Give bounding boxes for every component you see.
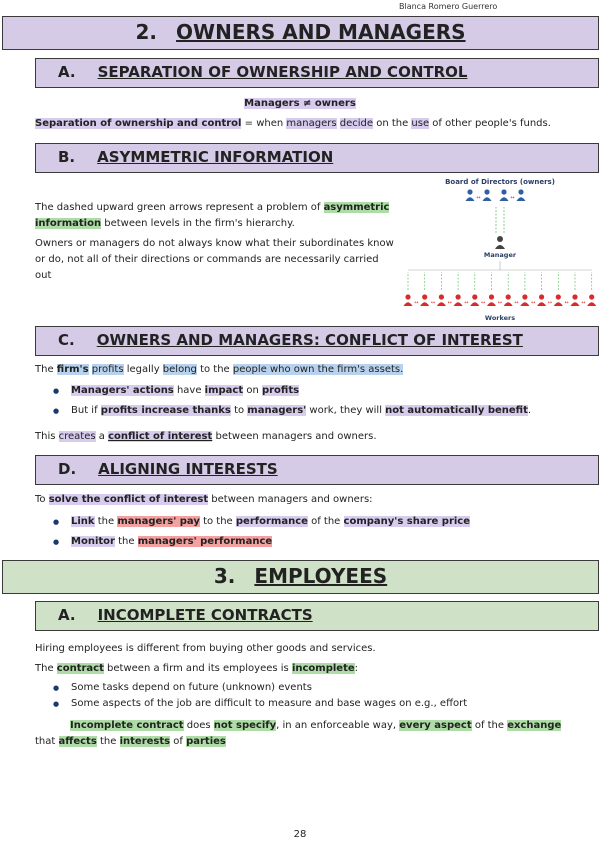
double-arrow-icon: ↔ bbox=[564, 300, 569, 306]
section-title: EMPLOYEES bbox=[254, 564, 388, 588]
list-item: ● But if profits increase thanks to managers' work, they will not automatically benefit. bbox=[53, 401, 593, 421]
list-item: ● Managers' actions have impact on profits bbox=[53, 381, 593, 401]
section-header-employees bbox=[2, 560, 599, 594]
person-icon bbox=[501, 189, 506, 194]
person-icon bbox=[456, 294, 461, 299]
person-body bbox=[571, 302, 580, 306]
person-body bbox=[420, 302, 429, 306]
double-arrow-icon: ↔ bbox=[547, 300, 553, 306]
person-body bbox=[404, 302, 413, 306]
double-arrow-icon: ↔ bbox=[497, 300, 502, 306]
subheading-aligning-interests bbox=[35, 455, 599, 485]
hierarchy-diagram bbox=[398, 175, 600, 323]
subheading-title: ASYMMETRIC INFORMATION bbox=[97, 148, 334, 166]
subheading-title: ALIGNING INTERESTS bbox=[98, 460, 278, 478]
person-icon bbox=[572, 294, 577, 299]
person-icon bbox=[539, 294, 544, 299]
person-body bbox=[587, 302, 596, 306]
subheading-conflict-of-interest bbox=[35, 326, 599, 356]
subheading-asymmetric-info bbox=[35, 143, 599, 173]
separation-definition: Separation of ownership and control = when managers decide on the use of other people's funds. bbox=[35, 118, 551, 129]
person-body bbox=[537, 302, 546, 306]
contracts-bullets bbox=[53, 680, 593, 712]
conflict-bullets bbox=[53, 381, 593, 421]
board-label: Board of Directors (owners) bbox=[445, 178, 555, 186]
person-icon bbox=[506, 294, 511, 299]
manager-icon bbox=[495, 236, 505, 249]
list-item: ● Link the managers' pay to the performance of the company's share price bbox=[53, 512, 593, 532]
page-number: 28 bbox=[293, 829, 307, 840]
person-icon bbox=[472, 294, 477, 299]
double-arrow-icon: ↔ bbox=[510, 195, 515, 201]
subheading-incomplete-contracts bbox=[35, 601, 599, 631]
subheading-title: INCOMPLETE CONTRACTS bbox=[97, 606, 313, 624]
list-item: ● Some aspects of the job are difficult to measure and base wages on e.g., effort bbox=[53, 696, 593, 712]
double-arrow-icon: ↔ bbox=[476, 195, 481, 201]
subheading-separation bbox=[35, 58, 599, 88]
contracts-line-1: Hiring employees is different from buying other goods and services. bbox=[35, 643, 376, 654]
double-arrow-icon: ↔ bbox=[414, 300, 419, 306]
conflict-line-2: This creates a conflict of interest between managers and owners. bbox=[35, 431, 377, 442]
dashed-arrows bbox=[496, 207, 504, 233]
double-arrow-icon: ↔ bbox=[531, 300, 536, 306]
person-icon bbox=[556, 294, 561, 299]
managers-not-owners: Managers ≠ owners bbox=[244, 98, 356, 109]
double-arrow-icon: ↔ bbox=[430, 300, 436, 306]
person-body bbox=[517, 197, 526, 201]
subheading-letter: C. bbox=[58, 331, 75, 349]
worker-arrows bbox=[408, 272, 592, 290]
asymmetric-paragraph-2: Owners or managers do not always know what their subordinates know or do, not all of their directions or commands are necessarily carried out bbox=[35, 238, 394, 281]
double-arrow-icon: ↔ bbox=[581, 300, 586, 306]
double-arrow-icon: ↔ bbox=[514, 300, 519, 306]
person-icon bbox=[489, 294, 494, 299]
list-item: ● Some tasks depend on future (unknown) events bbox=[53, 680, 593, 696]
person-icon bbox=[518, 189, 523, 194]
person-icon bbox=[522, 294, 527, 299]
asymmetric-paragraph-1: The dashed upward green arrows represent a problem of asymmetric information between levels in the firm's hierarchy. bbox=[35, 202, 390, 229]
conflict-line-1: The firm's profits legally belong to the people who own the firm's assets. bbox=[35, 364, 404, 375]
term-separation: Separation of ownership and control bbox=[35, 118, 242, 129]
subheading-letter: D. bbox=[58, 460, 77, 478]
person-icon bbox=[589, 294, 594, 299]
section-number: 2. bbox=[135, 20, 157, 44]
contracts-definition-2: that affects the interests of parties bbox=[35, 736, 226, 747]
person-body bbox=[466, 197, 475, 201]
section-header-owners-managers bbox=[2, 16, 599, 50]
section-title: OWNERS AND MANAGERS bbox=[176, 20, 466, 44]
person-body bbox=[554, 302, 563, 306]
person-icon bbox=[439, 294, 444, 299]
aligning-intro: To solve the conflict of interest between managers and owners: bbox=[35, 494, 373, 505]
subheading-letter: A. bbox=[58, 63, 76, 81]
subheading-title: OWNERS AND MANAGERS: CONFLICT OF INTEREST bbox=[96, 331, 523, 349]
double-arrow-icon: ↔ bbox=[480, 300, 486, 306]
subheading-letter: A. bbox=[58, 606, 76, 624]
person-body bbox=[483, 197, 492, 201]
person-icon bbox=[467, 189, 472, 194]
equation-line bbox=[0, 96, 600, 112]
contracts-line-2: The contract between a firm and its employees is incomplete: bbox=[35, 663, 359, 674]
person-body bbox=[520, 302, 529, 306]
subheading-letter: B. bbox=[58, 148, 76, 166]
list-item: ● Monitor the managers' performance bbox=[53, 532, 593, 552]
aligning-bullets bbox=[53, 512, 593, 552]
person-body bbox=[454, 302, 463, 306]
section-number: 3. bbox=[213, 564, 236, 588]
owner-icons bbox=[466, 189, 526, 201]
double-arrow-icon: ↔ bbox=[464, 300, 469, 306]
person-body bbox=[437, 302, 446, 306]
double-arrow-icon: ↔ bbox=[447, 300, 452, 306]
person-body bbox=[487, 302, 496, 306]
person-body bbox=[504, 302, 513, 306]
manager-label: Manager bbox=[483, 251, 517, 259]
subheading-title: SEPARATION OF OWNERSHIP AND CONTROL bbox=[97, 63, 468, 81]
person-icon bbox=[484, 189, 489, 194]
contracts-definition-1: Incomplete contract does not specify, in an enforceable way, every aspect of the exchange bbox=[70, 720, 562, 731]
person-icon bbox=[422, 294, 427, 299]
person-icon bbox=[405, 294, 410, 299]
person-body bbox=[500, 197, 509, 201]
workers-label: Workers bbox=[484, 314, 516, 322]
author-name: Blanca Romero Guerrero bbox=[399, 2, 498, 11]
person-body bbox=[470, 302, 479, 306]
worker-icons bbox=[404, 294, 597, 306]
